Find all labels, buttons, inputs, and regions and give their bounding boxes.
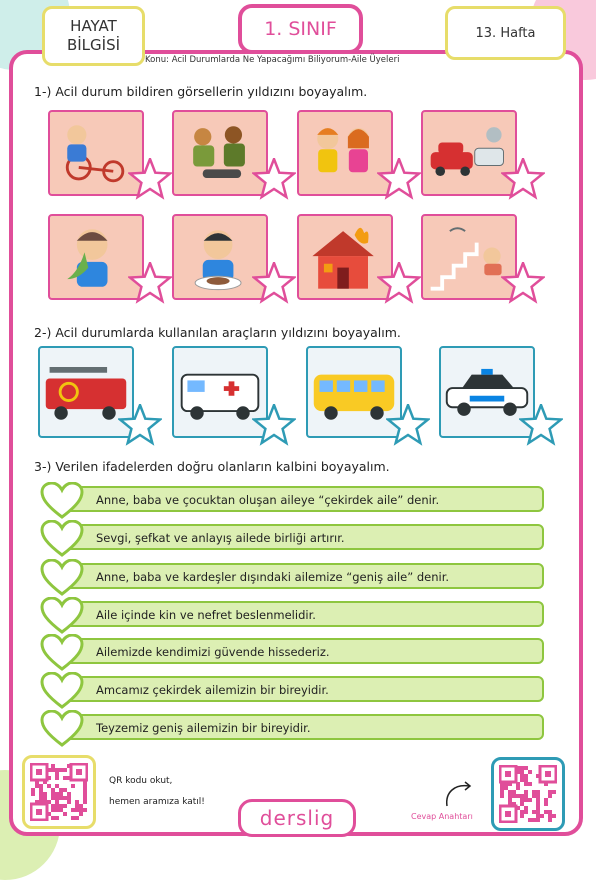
statement-bar [64,676,544,702]
statement-text: Sevgi, şefkat ve anlayış ailede birliği artırır. [96,531,345,545]
curved-arrow-icon [441,780,475,808]
qr-code-icon [499,765,557,823]
children-talking-picture [297,110,393,196]
topic-line: Konu: Acil Durumlarda Ne Yapacağımı Biliyorum-Aile Üyeleri [145,55,400,65]
heart-icon[interactable] [40,597,84,635]
star-icon[interactable] [128,262,172,304]
house-fire-picture [297,214,393,300]
star-icon[interactable] [386,404,430,446]
brand-text: derslig [259,806,335,830]
statement-text: Anne, baba ve kardeşler dışındaki ailemize “geniş aile” denir. [96,570,450,584]
statement-bar [64,524,544,550]
statement-row [40,486,544,514]
subject-line-2: BİLGİSİ [66,36,121,54]
statement-text: Aile içinde kin ve nefret beslenmelidir. [96,608,316,622]
answer-key-label: Cevap Anahtarı [411,812,473,821]
heart-icon[interactable] [40,634,84,672]
qr-code-join[interactable] [22,755,96,829]
heart-icon[interactable] [40,482,84,520]
statement-bar [64,714,544,740]
star-icon[interactable] [252,404,296,446]
heart-icon[interactable] [40,672,84,710]
statement-row [40,714,544,742]
injured-leg-picture [172,110,268,196]
statement-row [40,638,544,666]
star-icon[interactable] [377,262,421,304]
car-crash-picture [421,110,517,196]
star-icon[interactable] [377,158,421,200]
bicycle-fall-picture [48,110,144,196]
qr-code-answer-key[interactable] [491,757,565,831]
heart-icon[interactable] [40,710,84,748]
star-icon[interactable] [519,404,563,446]
qr-caption-1: QR kodu okut, [109,776,173,786]
star-icon[interactable] [118,404,162,446]
statement-row [40,676,544,704]
ambulance-picture [172,346,268,438]
fire-truck-picture [38,346,134,438]
subject-title [42,6,145,66]
statement-text: Ailemizde kendimizi güvende hissederiz. [96,645,330,659]
week-label [445,6,566,60]
statement-bar [64,601,544,627]
star-icon[interactable] [252,262,296,304]
child-eating-picture [172,214,268,300]
qr-caption-2: hemen aramıza katıl! [109,797,205,807]
question-3-title: 3-) Verilen ifadelerden doğru olanların kalbini boyayalım. [34,459,390,474]
brand-logo [238,799,356,837]
subject-line-1: HAYAT [70,17,117,35]
grade-text: 1. SINIF [264,18,337,40]
statement-row [40,563,544,591]
heart-icon[interactable] [40,520,84,558]
star-icon[interactable] [128,158,172,200]
question-2-title: 2-) Acil durumlarda kullanılan araçların yıldızını boyayalım. [34,325,401,340]
question-1-title: 1-) Acil durum bildiren görsellerin yıldızını boyayalım. [34,84,368,99]
statement-bar [64,563,544,589]
child-vomiting-picture [48,214,144,300]
police-car-picture [439,346,535,438]
star-icon[interactable] [501,262,545,304]
statement-bar [64,486,544,512]
star-icon[interactable] [252,158,296,200]
stairs-fall-picture [421,214,517,300]
heart-icon[interactable] [40,559,84,597]
statement-text: Teyzemiz geniş ailemizin bir bireyidir. [96,721,311,735]
grade-label [238,4,363,54]
school-bus-picture [306,346,402,438]
statement-text: Amcamız çekirdek ailemizin bir bireyidir. [96,683,329,697]
star-icon[interactable] [501,158,545,200]
statement-text: Anne, baba ve çocuktan oluşan aileye “çekirdek aile” denir. [96,493,440,507]
week-text: 13. Hafta [475,25,536,41]
statement-row [40,524,544,552]
statement-row [40,601,544,629]
statement-bar [64,638,544,664]
qr-code-icon [30,763,88,821]
